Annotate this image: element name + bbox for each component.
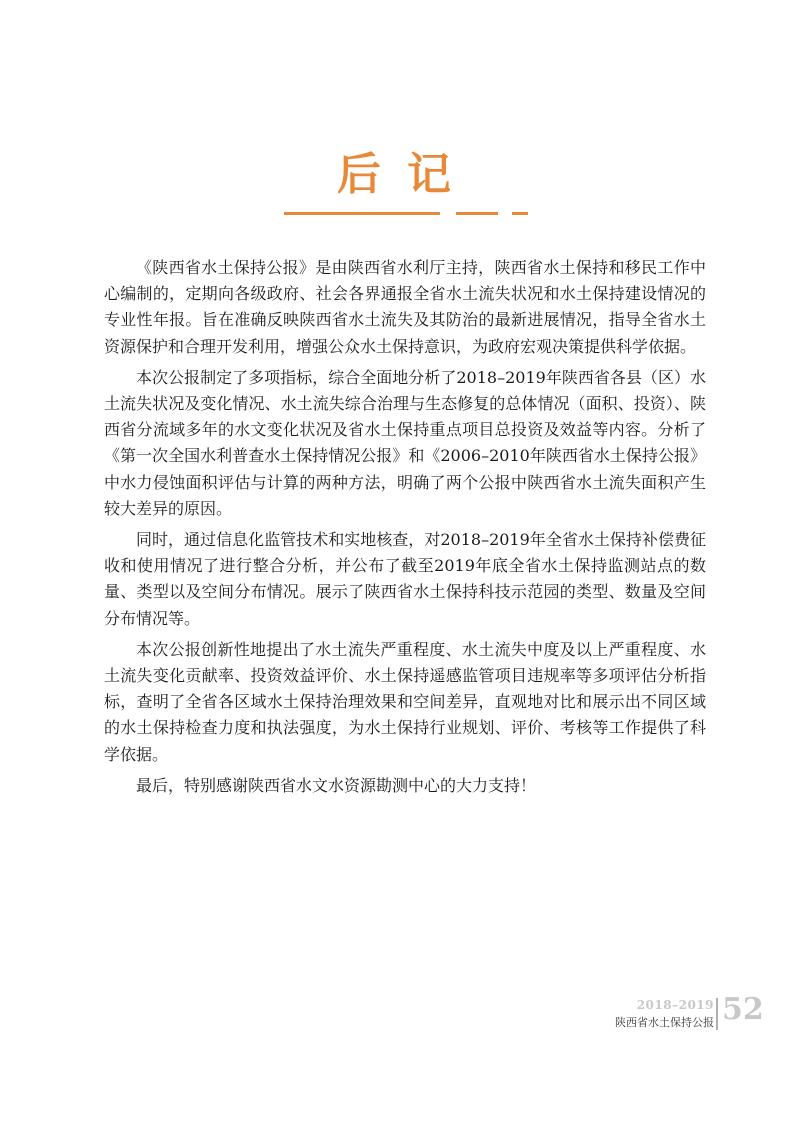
paragraph-intro: 《陕西省水土保持公报》是由陕西省水利厅主持，陕西省水土保持和移民工作中心编制的，定期向各级政府、社会各界通报全省水土流失状况和水土保持建设情况的专业性年报。旨在准确反映陕西省水土流失及其防治的最新进展情况，指导全省水土资源保护和合理开发利用，增强公众水土保持意识，为政府宏观决策提供科学依据。 <box>104 258 706 356</box>
body-text <box>104 255 706 804</box>
paragraph-acknowledgement: 最后，特别感谢陕西省水文水资源勘测中心的大力支持！ <box>136 775 537 795</box>
page-title: 后记 <box>337 149 477 200</box>
footer-report-name: 陕西省水土保持公报 <box>615 1016 714 1029</box>
title-underline-short <box>512 212 528 215</box>
footer-divider <box>716 998 718 1030</box>
paragraph-innovation: 本次公报创新性地提出了水土流失严重程度、水土流失中度及以上严重程度、水土流失变化贡献率、投资效益评价、水土保持遥感监管项目违规率等多项评估分析指标，查明了全省各区域水土保持治理效果和空间差异，直观地对比和展示出不同区域的水土保持检查力度和执法强度，为水土保持行业规划、评价、考核等工作提供了科学依据。 <box>104 639 706 764</box>
paragraph-indicators: 本次公报制定了多项指标，综合全面地分析了2018–2019年陕西省各县（区）水土流失状况及变化情况、水土流失综合治理与生态修复的总体情况（面积、投资）、陕西省分流域多年的水文变化状况及省水土保持重点项目总投资及效益等内容。分析了《第一次全国水利普查水土保持情况公报》和《2006–2010年陕西省水土保持公报》中水力侵蚀面积评估与计算的两种方法，明确了两个公报中陕西省水土流失面积产生较大差异的原因。 <box>104 367 706 518</box>
page-number: 52 <box>722 992 764 1027</box>
footer-years: 2018–2019 <box>636 998 714 1012</box>
title-underline-long <box>284 212 440 215</box>
page-footer <box>612 992 772 1036</box>
title-underline-medium <box>456 212 498 215</box>
paragraph-supervision: 同时，通过信息化监管技术和实地核查，对2018–2019年全省水土保持补偿费征收和使用情况了进行整合分析，并公布了截至2019年底全省水土保持监测站点的数量、类型以及空间分布情况。展示了陕西省水土保持科技示范园的类型、数量及空间分布情况等。 <box>104 530 706 628</box>
